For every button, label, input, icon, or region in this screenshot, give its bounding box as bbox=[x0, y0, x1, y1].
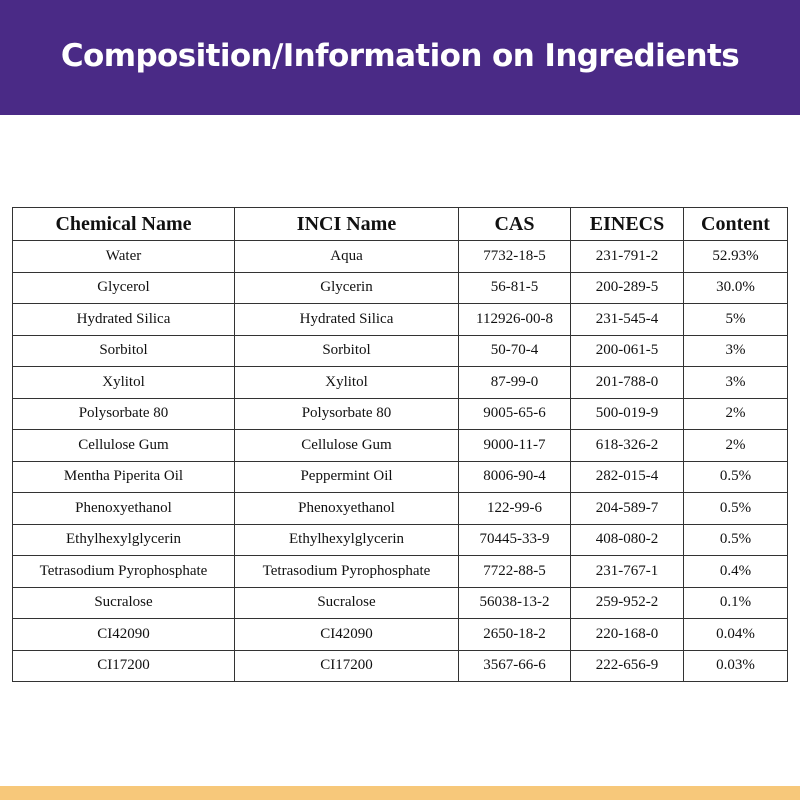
cell-content: 0.5% bbox=[684, 493, 788, 525]
cell-content: 0.5% bbox=[684, 524, 788, 556]
cell-cas: 87-99-0 bbox=[459, 367, 571, 399]
column-header-cas: CAS bbox=[459, 208, 571, 241]
cell-inci-name: CI17200 bbox=[235, 650, 459, 682]
table-row bbox=[13, 398, 788, 430]
cell-einecs: 618-326-2 bbox=[571, 430, 684, 462]
ingredients-table-container bbox=[12, 207, 787, 682]
cell-cas: 8006-90-4 bbox=[459, 461, 571, 493]
cell-content: 0.1% bbox=[684, 587, 788, 619]
cell-content: 0.03% bbox=[684, 650, 788, 682]
cell-einecs: 500-019-9 bbox=[571, 398, 684, 430]
cell-einecs: 231-767-1 bbox=[571, 556, 684, 588]
cell-inci-name: Aqua bbox=[235, 241, 459, 273]
cell-chemical-name: Xylitol bbox=[13, 367, 235, 399]
cell-cas: 50-70-4 bbox=[459, 335, 571, 367]
cell-cas: 7722-88-5 bbox=[459, 556, 571, 588]
cell-content: 2% bbox=[684, 398, 788, 430]
cell-cas: 3567-66-6 bbox=[459, 650, 571, 682]
cell-chemical-name: Polysorbate 80 bbox=[13, 398, 235, 430]
cell-einecs: 222-656-9 bbox=[571, 650, 684, 682]
table-row bbox=[13, 367, 788, 399]
cell-chemical-name: Cellulose Gum bbox=[13, 430, 235, 462]
page-title: Composition/Information on Ingredients bbox=[60, 37, 740, 74]
table-row bbox=[13, 556, 788, 588]
cell-content: 3% bbox=[684, 335, 788, 367]
cell-inci-name: Ethylhexylglycerin bbox=[235, 524, 459, 556]
cell-inci-name: CI42090 bbox=[235, 619, 459, 651]
table-row bbox=[13, 272, 788, 304]
cell-einecs: 200-289-5 bbox=[571, 272, 684, 304]
cell-inci-name: Tetrasodium Pyrophosphate bbox=[235, 556, 459, 588]
cell-content: 30.0% bbox=[684, 272, 788, 304]
cell-inci-name: Hydrated Silica bbox=[235, 304, 459, 336]
cell-cas: 56038-13-2 bbox=[459, 587, 571, 619]
cell-content: 0.5% bbox=[684, 461, 788, 493]
cell-chemical-name: Water bbox=[13, 241, 235, 273]
table-row bbox=[13, 650, 788, 682]
cell-content: 0.4% bbox=[684, 556, 788, 588]
cell-chemical-name: Sorbitol bbox=[13, 335, 235, 367]
cell-content: 0.04% bbox=[684, 619, 788, 651]
column-header-content: Content bbox=[684, 208, 788, 241]
table-row bbox=[13, 587, 788, 619]
table-row bbox=[13, 493, 788, 525]
cell-einecs: 204-589-7 bbox=[571, 493, 684, 525]
cell-content: 5% bbox=[684, 304, 788, 336]
header-banner bbox=[0, 0, 800, 115]
cell-content: 52.93% bbox=[684, 241, 788, 273]
cell-chemical-name: Phenoxyethanol bbox=[13, 493, 235, 525]
cell-cas: 122-99-6 bbox=[459, 493, 571, 525]
cell-inci-name: Cellulose Gum bbox=[235, 430, 459, 462]
table-row bbox=[13, 335, 788, 367]
column-header-chemical-name: Chemical Name bbox=[13, 208, 235, 241]
cell-einecs: 201-788-0 bbox=[571, 367, 684, 399]
cell-einecs: 408-080-2 bbox=[571, 524, 684, 556]
cell-inci-name: Xylitol bbox=[235, 367, 459, 399]
cell-chemical-name: Sucralose bbox=[13, 587, 235, 619]
cell-inci-name: Sorbitol bbox=[235, 335, 459, 367]
cell-einecs: 231-791-2 bbox=[571, 241, 684, 273]
cell-chemical-name: Glycerol bbox=[13, 272, 235, 304]
table-row bbox=[13, 619, 788, 651]
table-row bbox=[13, 461, 788, 493]
table-row bbox=[13, 241, 788, 273]
cell-cas: 7732-18-5 bbox=[459, 241, 571, 273]
cell-einecs: 231-545-4 bbox=[571, 304, 684, 336]
cell-einecs: 259-952-2 bbox=[571, 587, 684, 619]
cell-chemical-name: CI42090 bbox=[13, 619, 235, 651]
cell-cas: 9000-11-7 bbox=[459, 430, 571, 462]
column-header-einecs: EINECS bbox=[571, 208, 684, 241]
cell-inci-name: Peppermint Oil bbox=[235, 461, 459, 493]
cell-chemical-name: CI17200 bbox=[13, 650, 235, 682]
table-row bbox=[13, 304, 788, 336]
cell-cas: 9005-65-6 bbox=[459, 398, 571, 430]
cell-chemical-name: Hydrated Silica bbox=[13, 304, 235, 336]
cell-inci-name: Phenoxyethanol bbox=[235, 493, 459, 525]
table-row bbox=[13, 524, 788, 556]
cell-inci-name: Sucralose bbox=[235, 587, 459, 619]
cell-content: 3% bbox=[684, 367, 788, 399]
cell-cas: 56-81-5 bbox=[459, 272, 571, 304]
bottom-accent-strip bbox=[0, 786, 800, 800]
column-header-inci-name: INCI Name bbox=[235, 208, 459, 241]
cell-einecs: 220-168-0 bbox=[571, 619, 684, 651]
cell-cas: 70445-33-9 bbox=[459, 524, 571, 556]
cell-chemical-name: Tetrasodium Pyrophosphate bbox=[13, 556, 235, 588]
cell-einecs: 200-061-5 bbox=[571, 335, 684, 367]
cell-cas: 112926-00-8 bbox=[459, 304, 571, 336]
ingredients-table bbox=[12, 207, 788, 682]
cell-inci-name: Polysorbate 80 bbox=[235, 398, 459, 430]
cell-content: 2% bbox=[684, 430, 788, 462]
cell-chemical-name: Mentha Piperita Oil bbox=[13, 461, 235, 493]
cell-einecs: 282-015-4 bbox=[571, 461, 684, 493]
cell-inci-name: Glycerin bbox=[235, 272, 459, 304]
table-body bbox=[13, 241, 788, 682]
cell-chemical-name: Ethylhexylglycerin bbox=[13, 524, 235, 556]
table-header-row bbox=[13, 208, 788, 241]
table-row bbox=[13, 430, 788, 462]
cell-cas: 2650-18-2 bbox=[459, 619, 571, 651]
